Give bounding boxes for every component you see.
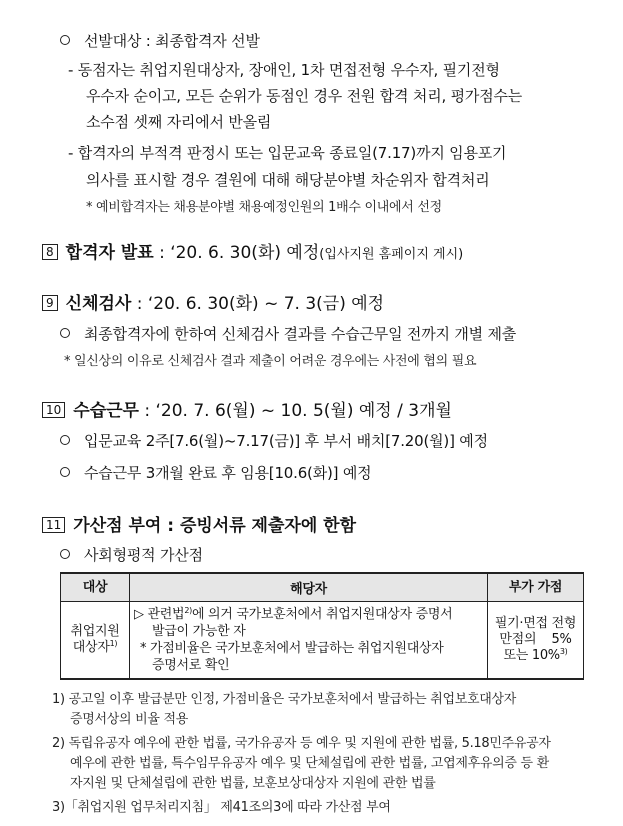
appointment-item [60,462,371,483]
points-cell [488,602,584,680]
eligible-line-2: 발급이 가능한 자 [152,624,246,639]
section-8-note: (입사지원 홈페이지 게시) [319,247,464,262]
tie-rule-line-2: 우수자 순이고, 모든 순위가 동점인 경우 전원 합격 처리, 평가점수는 [86,87,523,105]
table-header-eligible: 해당자 [130,573,488,602]
section-11-heading [42,511,356,536]
circle-bullet-icon [60,35,70,45]
footnote-2-line-1: 2) 독립유공자 예우에 관한 법률, 국가유공자 등 예우 및 지원에 관한 법률, 5.18민주유공자 [52,736,551,751]
footnote-2-line-3: 자지원 및 단체설립에 관한 법률, 보훈보상대상자 지원에 관한 법률 [70,776,436,791]
footnote-1-line-1: 1) 공고일 이후 발급분만 인정, 가점비율은 국가보훈처에서 발급하는 취업보호대상자 [52,692,517,707]
table-row [61,602,584,680]
social-bonus-item [60,544,203,565]
circle-bullet-icon [60,549,70,559]
footnote-2-line-2: 예우에 관한 법률, 특수임무유공자 예우 및 단체설립에 관한 법률, 고엽제후유의증 등 환 [70,756,549,771]
section-number-box: 8 [42,244,58,260]
tie-rule-line-1: - 동점자는 취업지원대상자, 장애인, 1차 면접전형 우수자, 필기전형 [68,61,500,79]
target-line-2 [61,640,129,656]
physical-exam-text: 최종합격자에 한하여 신체검사 결과를 수습근무일 전까지 개별 제출 [84,325,517,343]
table-header-row [61,573,584,602]
footnote-marker: 2) [184,606,192,615]
section-11-condition: : 증빙서류 제출자에 한함 [161,516,357,536]
target-line-2-text: 대상자 [72,640,110,655]
social-bonus-text: 사회형평적 가산점 [84,546,203,564]
selection-target-text: 선발대상 : 최종합격자 선발 [84,32,260,50]
physical-exam-item [60,323,516,344]
footnote-marker: 1) [109,639,118,648]
section-number-box: 11 [42,517,65,533]
eligible-line-3: * 가점비율은 국가보훈처에서 발급하는 취업지원대상자 [140,641,444,656]
footnote-1-line-2: 증명서상의 비율 적용 [70,712,188,727]
section-9-heading [42,289,384,314]
disqualify-rule-line-2: 의사를 표시할 경우 결원에 대해 해당분야별 차순위자 합격처리 [86,171,490,189]
table-header-target: 대상 [61,573,130,602]
section-8-date: : ‘20. 6. 30(화) 예정 [153,243,320,263]
physical-exam-note: * 일신상의 이유로 신체검사 결과 제출이 어려운 경우에는 사전에 협의 필요 [64,354,477,369]
footnote-marker: 3) [559,647,568,656]
eligible-line-1 [134,606,483,623]
section-8-heading [42,238,463,263]
section-9-label: 신체검사 [65,294,132,314]
bonus-table [60,572,584,680]
section-9-date: : ‘20. 6. 30(화) ~ 7. 3(금) 예정 [131,294,385,314]
circle-bullet-icon [60,467,70,477]
tie-rule-line-3: 소수점 셋째 자리에서 반올림 [86,113,272,131]
circle-bullet-icon [60,435,70,445]
eligible-line-1b: 에 의거 국가보훈처에서 취업지원대상자 증명서 [191,607,453,622]
points-line-3-text: 또는 10% [503,648,560,663]
circle-bullet-icon [60,328,70,338]
section-10-date: : ‘20. 7. 6(월) ~ 10. 5(월) 예정 / 3개월 [138,401,452,421]
appointment-text: 수습근무 3개월 완료 후 임용[10.6(화)] 예정 [84,464,372,482]
target-cell [61,602,130,680]
section-number-box: 9 [42,295,58,311]
eligible-line-1a: ▷ 관련법 [134,607,185,622]
section-8-label: 합격자 발표 [65,243,154,263]
selection-target-line [60,30,260,51]
points-line-1: 필기·면접 전형 [494,616,577,631]
section-10-heading [42,396,452,421]
points-line-3 [488,648,583,664]
reserve-note: * 예비합격자는 채용분야별 채용예정인원의 1배수 이내에서 선정 [86,200,442,215]
eligible-cell [130,602,488,680]
target-line-1: 취업지원 [70,624,120,639]
training-item [60,430,488,451]
disqualify-rule-line-1: - 합격자의 부적격 판정시 또는 입문교육 종료일(7.17)까지 임용포기 [68,144,507,162]
table-header-points: 부가 가점 [488,573,584,602]
eligible-line-4: 증명서로 확인 [152,658,230,673]
section-11-label: 가산점 부여 [73,516,162,536]
footnote-3: 3)「취업지원 업무처리지침」 제41조의3에 따라 가산점 부여 [52,800,391,815]
section-number-box: 10 [42,402,65,418]
training-text: 입문교육 2주[7.6(월)~7.17(금)] 후 부서 배치[7.20(월)] 예정 [84,432,488,450]
points-line-2: 만점의 5% [499,632,572,647]
section-10-label: 수습근무 [73,401,139,421]
